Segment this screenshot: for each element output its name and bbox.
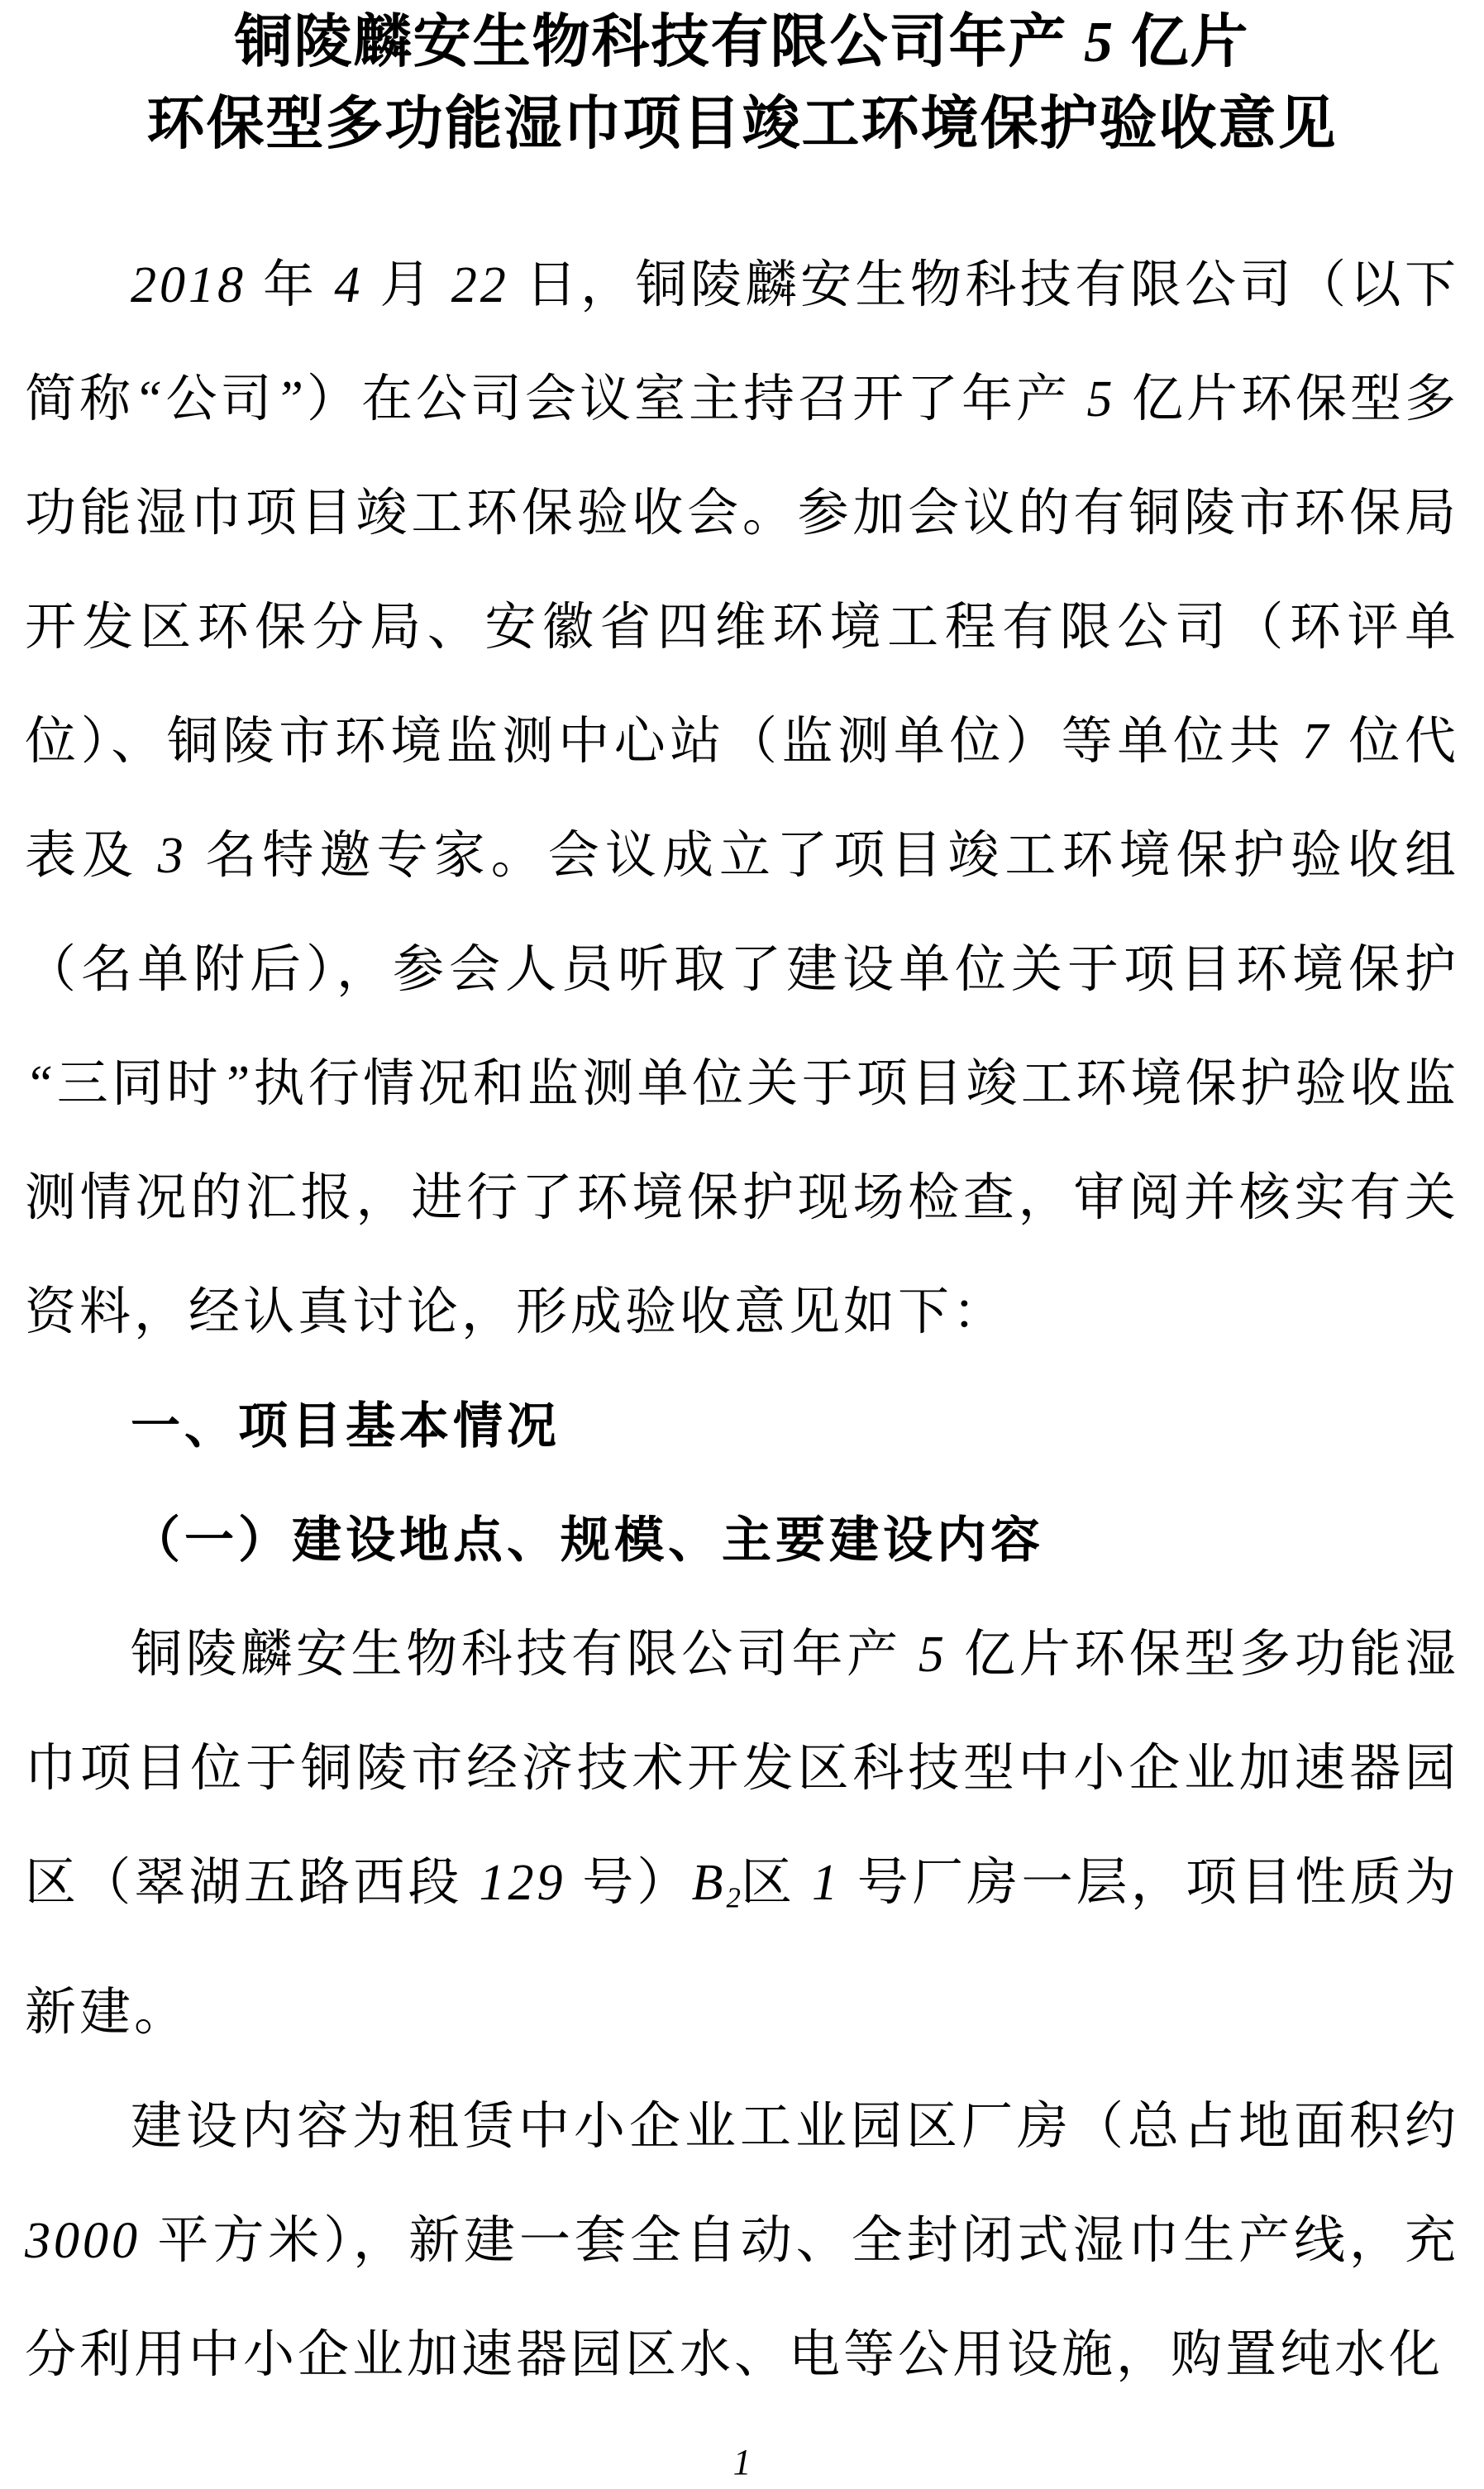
document-title-line-2: 环保型多功能湿巾项目竣工环境保护验收意见: [146, 93, 1338, 156]
intro-paragraph: 2018 年 4 月 22 日，铜陵麟安生物科技有限公司（以下简称“公司”）在公司会议室主持召开了年产 5 亿片环保型多功能湿巾项目竣工环保验收会。参加会议的有铜陵市环保局开发区环保分局、安徽省四维环境工程有限公司（环评单位）、铜陵市环境监测中心站（监测单位）等单位共 7 位代表及 3 名特邀专家。会议成立了项目竣工环境保护验收组（名单附后），参会人员听取了建设单位关于项目环境保护“三同时”执行情况和监测单位关于项目竣工环境保护验收监测情况的汇报，进行了环境保护现场检查，审阅并核实有关资料，经认真讨论，形成验收意见如下：: [25, 257, 1459, 1340]
page-number: 1: [732, 2442, 752, 2482]
document-title-line-1: 铜陵麟安生物科技有限公司年产 5 亿片: [234, 11, 1250, 74]
section-1-heading: 一、项目基本情况: [131, 1398, 561, 1454]
location-paragraph-text-before-subscript: 铜陵麟安生物科技有限公司年产 5 亿片环保型多功能湿巾项目位于铜陵市经济技术开发区科技型中小企业加速器园区（翠湖五路西段 129 号）B: [25, 1627, 1459, 1911]
document-title: [25, 2, 1459, 165]
location-paragraph: [25, 1598, 1459, 2070]
location-paragraph-text-after-subscript: 区 1 号厂房一层，项目性质为新建。: [25, 1855, 1459, 2041]
building-zone-subscript: 2: [726, 1881, 741, 1914]
construction-paragraph: 建设内容为租赁中小企业工业园区厂房（总占地面积约 3000 平方米），新建一套全自动、全封闭式湿巾生产线，充分利用中小企业加速器园区水、电等公用设施，购置纯水化: [25, 2098, 1459, 2383]
section-1-1-heading: （一）建设地点、规模、主要建设内容: [131, 1512, 1044, 1568]
